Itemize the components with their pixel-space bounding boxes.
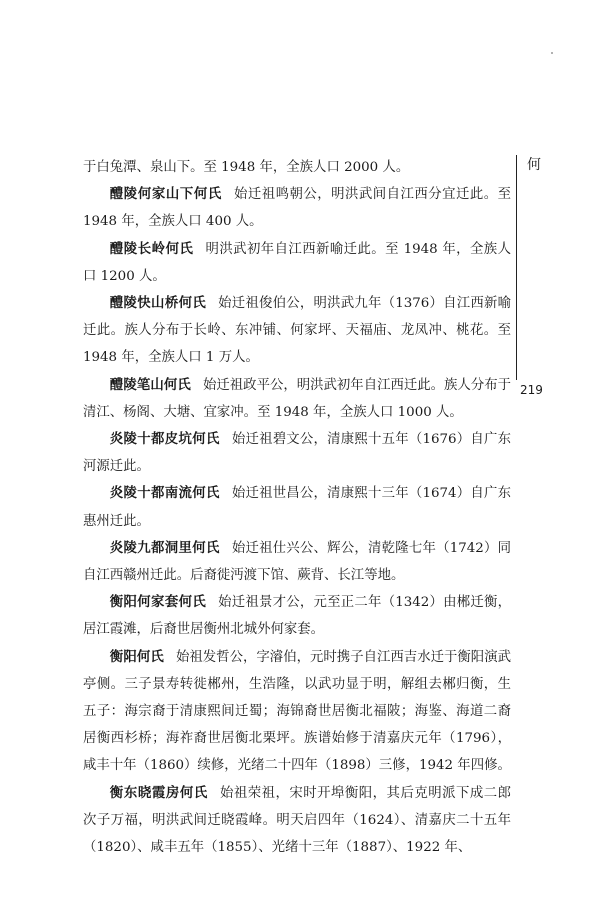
paragraph-4 bbox=[83, 290, 511, 372]
paragraph-5-body: 始迁祖政平公，明洪武初年自江西迁此。族人分布于清江、杨阁、大塘、宜家冲。至 1948 年，全族人口 1000 人。 bbox=[83, 377, 511, 420]
paragraph-6-heading: 炎陵十都皮坑何氏 bbox=[109, 432, 220, 448]
paragraph-3-heading: 醴陵长岭何氏 bbox=[109, 241, 194, 257]
paragraph-2-heading: 醴陵何家山下何氏 bbox=[109, 187, 222, 203]
paragraph-4-body: 始迁祖俊伯公，明洪武九年（1376）自江西新喻迁此。族人分布于长岭、东冲铺、何家坪、天福庙、龙凤冲、桃花。至 1948 年，全族人口 1 万人。 bbox=[83, 296, 512, 366]
paragraph-3-body: 明洪武初年自江西新喻迁此。至 1948 年，全族人口 1200 人。 bbox=[83, 241, 511, 284]
scan-speck bbox=[551, 52, 553, 54]
paragraph-9-body: 始迁祖景才公，元至正二年（1342）由郴迁衡，居江霞滩，后裔世居衡州北城外何家套。 bbox=[83, 595, 512, 638]
section-label: 何 bbox=[527, 157, 541, 173]
paragraph-7 bbox=[83, 480, 511, 534]
paragraph-11-heading: 衡东晓霞房何氏 bbox=[109, 785, 208, 801]
margin-rule bbox=[516, 155, 517, 380]
paragraph-5 bbox=[83, 372, 511, 426]
paragraph-6-body: 始迁祖碧文公，清康熙十五年（1676）自广东河源迁此。 bbox=[83, 432, 511, 475]
paragraph-8-heading: 炎陵九都洞里何氏 bbox=[109, 540, 220, 556]
paragraph-1-body: 于白兔潭、泉山下。至 1948 年，全族人口 2000 人。 bbox=[83, 160, 410, 175]
paragraph-11-body: 始祖荣祖，宋时开埠衡阳，其后克明派下成二郎次子万福，明洪武间迁晓霞峰。明天启四年（1624）、清嘉庆二十五年（1820）、咸丰五年（1855）、光绪十三年（1887）、1922 年、 bbox=[83, 785, 512, 856]
paragraph-4-heading: 醴陵快山桥何氏 bbox=[109, 296, 207, 312]
paragraph-6 bbox=[83, 426, 511, 480]
paragraph-8 bbox=[83, 535, 511, 589]
paragraph-3 bbox=[83, 236, 511, 290]
paragraph-2 bbox=[83, 181, 511, 235]
page-number: 219 bbox=[520, 383, 543, 397]
paragraph-8-body: 始迁祖仕兴公、辉公，清乾隆七年（1742）同自江西赣州迁此。后裔徙沔渡下馆、蕨背、长江等地。 bbox=[83, 540, 511, 584]
paragraph-2-body: 始迁祖鸣朝公，明洪武间自江西分宜迁此。至 1948 年，全族人口 400 人。 bbox=[83, 187, 511, 230]
paragraph-1 bbox=[83, 154, 511, 181]
paragraph-7-body: 始迁祖世昌公，清康熙十三年（1674）自广东惠州迁此。 bbox=[83, 486, 511, 529]
paragraph-5-heading: 醴陵笔山何氏 bbox=[109, 377, 191, 393]
paragraph-9 bbox=[83, 589, 511, 643]
paragraph-10 bbox=[83, 644, 511, 780]
paragraph-10-body: 始祖发哲公，字濬伯，元时携子自江西吉水迁于衡阳演武亭侧。三子景寿转徙郴州，生浩隆，以武功显于明，解组去郴归衡，生五子：海宗裔于清康熙间迁蜀；海锦裔世居衡北福陂；海鉴、海道二裔居衡西杉桥；海祚裔世居衡北栗坪。族谱始修于清嘉庆元年（1796），咸丰十年（1860）续修，光绪二十四年（1898）三修，1942 年四修。 bbox=[83, 649, 511, 774]
paragraph-7-heading: 炎陵十都南流何氏 bbox=[109, 486, 220, 502]
main-text bbox=[83, 154, 511, 861]
paragraph-9-heading: 衡阳何家套何氏 bbox=[109, 595, 207, 611]
paragraph-10-heading: 衡阳何氏 bbox=[109, 649, 164, 665]
paragraph-11 bbox=[83, 780, 511, 862]
